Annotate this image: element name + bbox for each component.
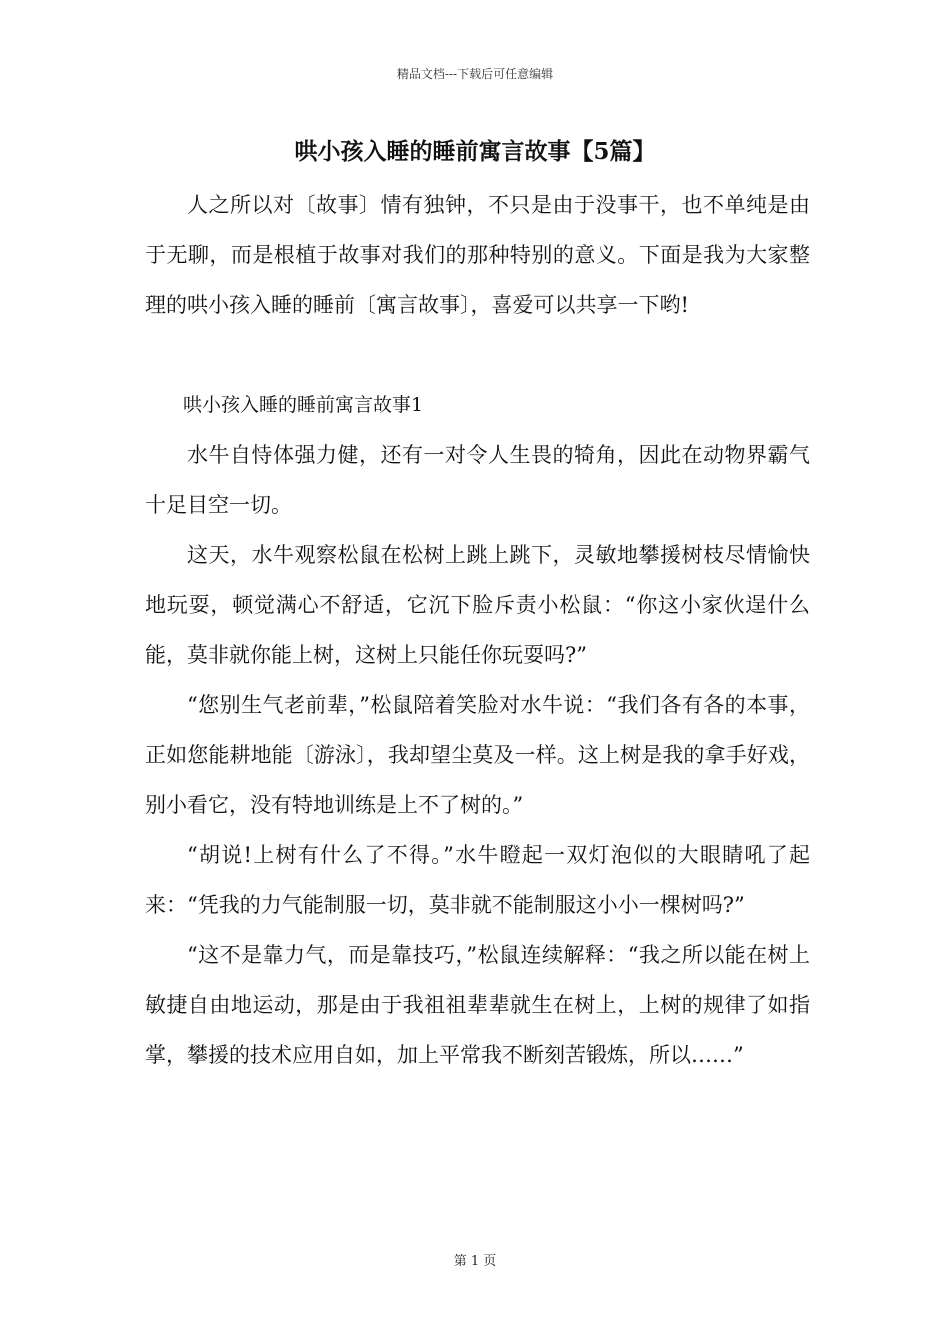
story-paragraph: “这不是靠力气，而是靠技巧，”松鼠连续解释：“我之所以能在树上敏捷自由地运动，那是由于我祖祖辈辈就生在树上，上树的规律了如指掌，攀援的技术应用自如，加上平常我不断刻苦锻炼，所以……”	[145, 943, 810, 1067]
story-paragraph: “胡说!上树有什么了不得。”水牛瞪起一双灯泡似的大眼睛吼了起来：“凭我的力气能制服一切，莫非就不能制服这小小一棵树吗?”	[145, 843, 810, 917]
story-paragraph: 水牛自恃体强力健，还有一对令人生畏的犄角，因此在动物界霸气十足目空一切。	[145, 443, 810, 517]
story-paragraph: “您别生气老前辈，”松鼠陪着笑脸对水牛说：“我们各有各的本事，正如您能耕地能〔游泳〕，我却望尘莫及一样。这上树是我的拿手好戏，别小看它，没有特地训练是上不了树的。”	[145, 693, 810, 817]
section-heading: 哄小孩入睡的睡前寓言故事1	[183, 394, 424, 416]
page-number: 第 1 页	[453, 1254, 497, 1269]
intro-paragraph: 人之所以对〔故事〕情有独钟，不只是由于没事干，也不单纯是由于无聊，而是根植于故事对我们的那种特别的意义。下面是我为大家整理的哄小孩入睡的睡前〔寓言故事〕，喜爱可以共享一下哟!	[145, 193, 810, 317]
document-body	[145, 180, 810, 1080]
story-paragraph: 这天，水牛观察松鼠在松树上跳上跳下，灵敏地攀援树枝尽情愉快地玩耍，顿觉满心不舒适，它沉下脸斥责小松鼠：“你这小家伙逞什么能，莫非就你能上树，这树上只能任你玩耍吗?”	[145, 543, 810, 667]
document-title: 哄小孩入睡的睡前寓言故事【5篇】	[294, 138, 656, 165]
page-header: 精品文档---下载后可任意编辑	[396, 67, 554, 81]
